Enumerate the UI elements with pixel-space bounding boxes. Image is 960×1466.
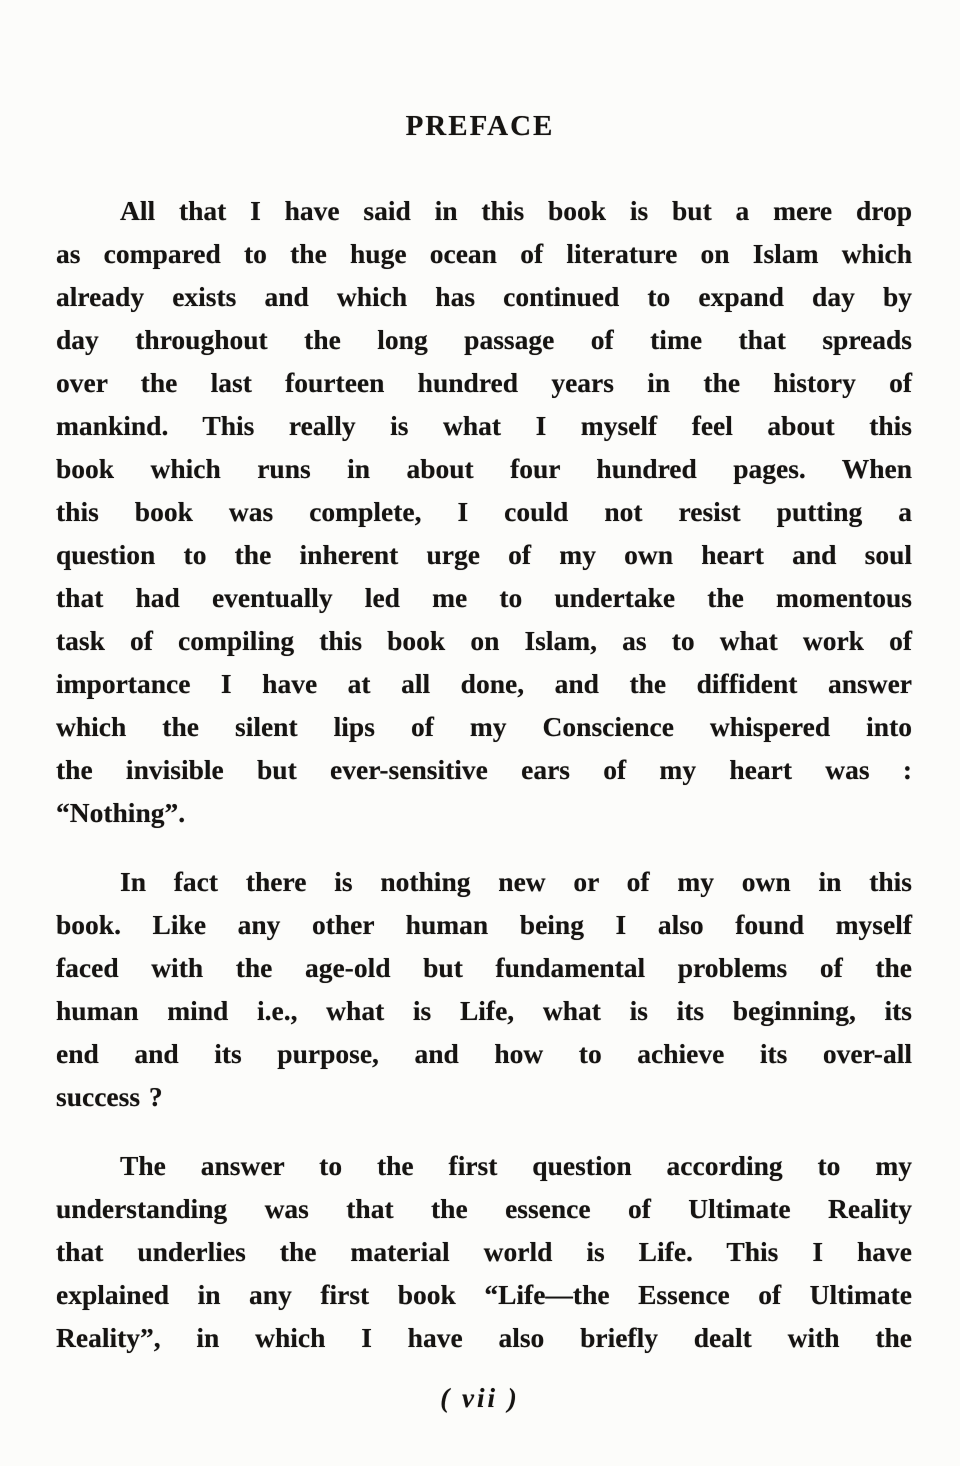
text-line: importance I have at all done, and the diffident answer — [56, 668, 912, 699]
text-line: already exists and which has continued to expand day by — [56, 281, 912, 312]
text-line: which the silent lips of my Conscience whispered into — [56, 711, 912, 742]
text-line: Reality”, in which I have also briefly dealt with the — [56, 1322, 912, 1353]
text-line: this book was complete, I could not resist putting a — [56, 496, 912, 527]
text-line: book which runs in about four hundred pages. When — [56, 453, 912, 484]
text-line: understanding was that the essence of Ultimate Reality — [56, 1193, 912, 1224]
paragraph — [56, 189, 912, 834]
text-line: faced with the age-old but fundamental problems of the — [56, 952, 912, 983]
page-title: PREFACE — [405, 110, 555, 142]
text-line: that had eventually led me to undertake the momentous — [56, 582, 912, 613]
text-line: end and its purpose, and how to achieve its over-all — [56, 1038, 912, 1069]
text-line: book. Like any other human being I also found myself — [56, 909, 912, 940]
text-line: the invisible but ever-sensitive ears of my heart was : — [56, 754, 912, 785]
text-line: explained in any first book “Life—the Essence of Ultimate — [56, 1279, 912, 1310]
text-line: mankind. This really is what I myself feel about this — [56, 410, 912, 441]
paragraph — [56, 860, 912, 1118]
text-line: success ? — [56, 1081, 163, 1112]
text-line: question to the inherent urge of my own heart and soul — [56, 539, 912, 570]
text-line: task of compiling this book on Islam, as to what work of — [56, 625, 912, 656]
text-line: over the last fourteen hundred years in the history of — [56, 367, 912, 398]
text-line: “Nothing”. — [56, 797, 186, 828]
preface-body — [56, 189, 912, 1359]
page-number: ( vii ) — [440, 1383, 520, 1413]
text-line: that underlies the material world is Life. This I have — [56, 1236, 912, 1267]
text-line: human mind i.e., what is Life, what is its beginning, its — [56, 995, 912, 1026]
text-line: All that I have said in this book is but a mere drop — [120, 195, 912, 226]
text-line: day throughout the long passage of time that spreads — [56, 324, 912, 355]
paragraph — [56, 1144, 912, 1359]
text-line: as compared to the huge ocean of literature on Islam which — [56, 238, 912, 269]
text-line: The answer to the first question according to my — [120, 1150, 912, 1181]
text-line: In fact there is nothing new or of my own in this — [120, 866, 912, 897]
